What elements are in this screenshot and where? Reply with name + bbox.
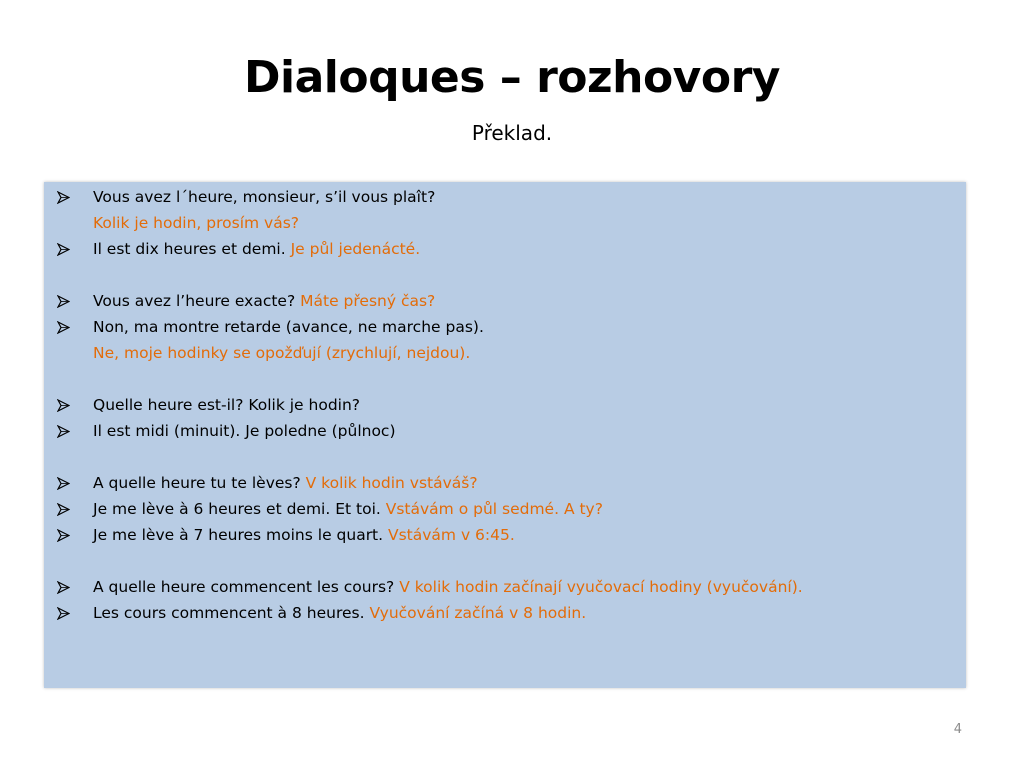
slide-title: Dialoques – rozhovory [244,52,780,103]
french-text: A quelle heure commencent les cours? [93,578,400,596]
french-text: Vous avez l’heure exacte? [93,292,301,310]
french-text: Quelle heure est-il? Kolik je hodin? [93,396,361,414]
page-number: 4 [953,722,962,737]
dialogue-line [44,418,966,444]
dialogue-line [44,210,966,236]
dialogue-content-box [44,182,966,688]
czech-translation: Vstávám v 6:45. [388,526,515,544]
dialogue-line [44,600,966,626]
arrow-bullet-icon [56,392,70,418]
arrow-bullet-icon [56,418,70,444]
arrow-bullet-icon [56,314,70,340]
czech-translation: Kolik je hodin, prosím vás? [93,214,300,232]
arrow-bullet-icon [56,496,70,522]
dialogue-line [44,522,966,548]
dialogue-line [44,314,966,340]
dialogue-line [44,236,966,262]
dialogue-line [44,496,966,522]
czech-translation: Vstávám o půl sedmé. A ty? [385,500,603,518]
czech-translation: Ne, moje hodinky se opožďují (zrychlují, nejdou). [93,344,471,362]
french-text: Je me lève à 7 heures moins le quart. [93,526,388,544]
czech-translation: V kolik hodin vstáváš? [305,474,478,492]
arrow-bullet-icon [56,574,70,600]
dialogue-line [44,340,966,366]
french-text: Je me lève à 6 heures et demi. Et toi. [93,500,386,518]
dialogue-line [44,288,966,314]
dialogue-line [44,184,966,210]
dialogue-list [44,184,966,626]
dialogue-line [44,574,966,600]
dialogue-line [44,392,966,418]
blank-line [44,444,966,470]
blank-line [44,366,966,392]
dialogue-line [44,470,966,496]
arrow-bullet-icon [56,236,70,262]
blank-line [44,262,966,288]
czech-translation: V kolik hodin začínají vyučovací hodiny (vyučování). [399,578,803,596]
arrow-bullet-icon [56,288,70,314]
arrow-bullet-icon [56,522,70,548]
arrow-bullet-icon [56,600,70,626]
czech-translation: Máte přesný čas? [300,292,436,310]
arrow-bullet-icon [56,184,70,210]
french-text: Non, ma montre retarde (avance, ne marche pas). [93,318,484,336]
blank-line [44,548,966,574]
french-text: Il est dix heures et demi. [93,240,291,258]
czech-translation: Vyučování začíná v 8 hodin. [369,604,587,622]
arrow-bullet-icon [56,470,70,496]
french-text: A quelle heure tu te lèves? [93,474,306,492]
slide-subtitle: Překlad. [471,121,553,145]
french-text: Vous avez l´heure, monsieur, s’il vous plaît? [93,188,436,206]
french-text: Il est midi (minuit). Je poledne (půlnoc) [93,422,396,440]
czech-translation: Je půl jedenácté. [290,240,421,258]
french-text: Les cours commencent à 8 heures. [93,604,370,622]
